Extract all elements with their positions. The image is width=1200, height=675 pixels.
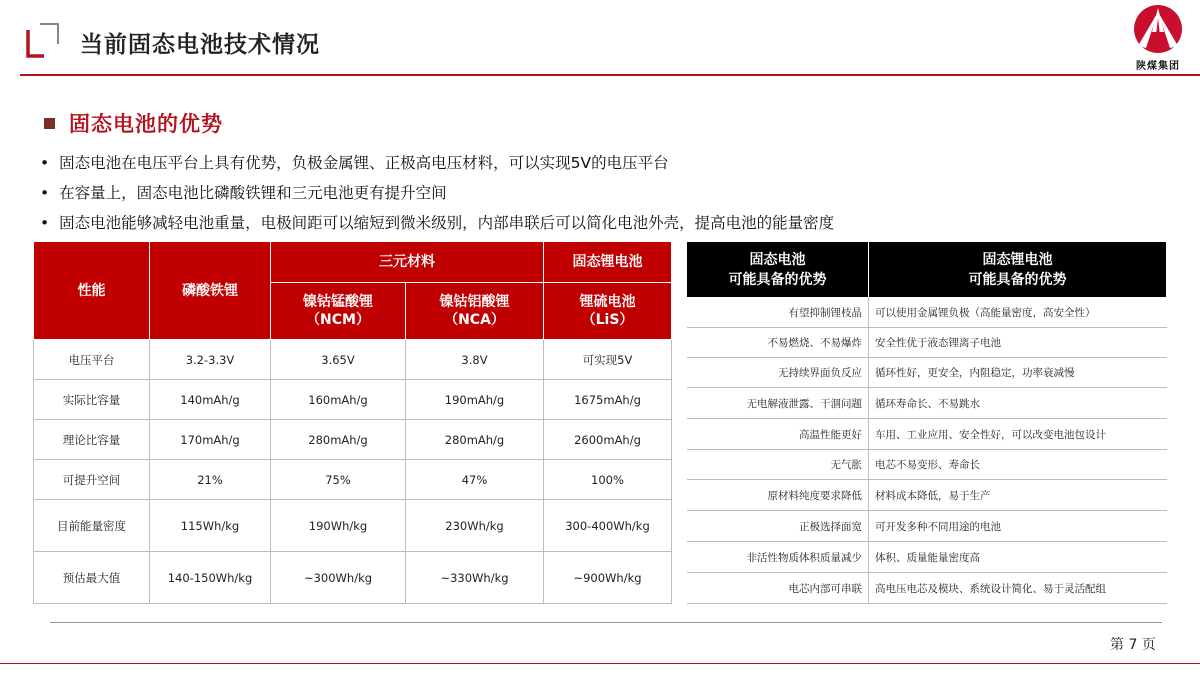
advantage-effect: 可开发多种不同用途的电池 xyxy=(869,511,1167,542)
advantage-effect: 循环性好，更安全，内阻稳定，功率衰减慢 xyxy=(869,358,1167,388)
advantage-cause: 电芯内部可串联 xyxy=(687,573,869,604)
table-cell: 160mAh/g xyxy=(271,380,406,420)
logo-emblem-icon xyxy=(1128,2,1188,58)
header-divider xyxy=(20,74,1200,76)
advantage-effect: 电芯不易变形、寿命长 xyxy=(869,450,1167,480)
row-label: 电压平台 xyxy=(34,340,150,380)
table-cell: 3.8V xyxy=(406,340,544,380)
bullet-item: • 固态电池能够减轻电池重量，电极间距可以缩短到微米级别，内部串联后可以简化电池外壳，提高电池的能量密度 xyxy=(40,208,834,238)
table-cell: 75% xyxy=(271,460,406,500)
section-title xyxy=(44,108,223,138)
advantage-cause: 有望抑制锂枝晶 xyxy=(687,298,869,328)
table-row xyxy=(687,328,1167,358)
advantage-cause: 非活性物质体积质量减少 xyxy=(687,542,869,573)
table-cell: ~300Wh/kg xyxy=(271,552,406,604)
header-right-line1: 固态锂电池 xyxy=(982,251,1053,268)
table-row xyxy=(687,419,1167,450)
advantage-effect: 车用、工业应用、安全性好，可以改变电池包设计 xyxy=(869,419,1167,450)
header-solid-state: 固态锂电池 xyxy=(544,242,672,283)
lis-name: 锂硫电池 xyxy=(579,294,636,310)
table-cell: 170mAh/g xyxy=(150,420,271,460)
table-cell: 47% xyxy=(406,460,544,500)
ncm-name: 镍钴锰酸锂 xyxy=(303,294,373,310)
table-row xyxy=(687,511,1167,542)
table-cell: 280mAh/g xyxy=(406,420,544,460)
table-row xyxy=(687,542,1167,573)
square-bullet-icon xyxy=(44,118,55,129)
table-row xyxy=(34,500,672,552)
table-row xyxy=(687,480,1167,511)
advantage-effect: 高电压电芯及模块、系统设计简化、易于灵活配组 xyxy=(869,573,1167,604)
table-cell: 100% xyxy=(544,460,672,500)
header-lfp: 磷酸铁锂 xyxy=(150,242,271,340)
table-row xyxy=(34,460,672,500)
header-ncm xyxy=(271,283,406,340)
table-row xyxy=(34,420,672,460)
nca-abbr: （NCA） xyxy=(444,312,505,328)
advantage-cause: 正极选择面宽 xyxy=(687,511,869,542)
row-label: 实际比容量 xyxy=(34,380,150,420)
solid-state-advantages-table xyxy=(686,241,1167,604)
table-cell: 190mAh/g xyxy=(406,380,544,420)
ncm-abbr: （NCM） xyxy=(306,312,370,328)
advantage-cause: 无气胀 xyxy=(687,450,869,480)
advantage-effect: 循环寿命长、不易跳水 xyxy=(869,388,1167,419)
table-row xyxy=(687,450,1167,480)
advantage-cause: 无电解液泄露、干涸问题 xyxy=(687,388,869,419)
table-cell: 1675mAh/g xyxy=(544,380,672,420)
advantage-effect: 安全性优于液态锂离子电池 xyxy=(869,328,1167,358)
table-cell: 3.65V xyxy=(271,340,406,380)
advantage-cause: 原材料纯度要求降低 xyxy=(687,480,869,511)
table-row xyxy=(34,552,672,604)
table-cell: 230Wh/kg xyxy=(406,500,544,552)
row-label: 目前能量密度 xyxy=(34,500,150,552)
nca-name: 镍钴铝酸锂 xyxy=(439,294,510,310)
advantage-effect: 材料成本降低，易于生产 xyxy=(869,480,1167,511)
table-cell: 2600mAh/g xyxy=(544,420,672,460)
header-nca xyxy=(406,283,544,340)
advantage-effect: 体积、质量能量密度高 xyxy=(869,542,1167,573)
footer-divider xyxy=(50,622,1162,623)
advantage-cause: 无持续界面负反应 xyxy=(687,358,869,388)
table-cell: 21% xyxy=(150,460,271,500)
table-row xyxy=(34,380,672,420)
table-cell: 3.2-3.3V xyxy=(150,340,271,380)
table-row xyxy=(34,340,672,380)
row-label: 理论比容量 xyxy=(34,420,150,460)
bottom-accent-line xyxy=(0,663,1200,664)
table-row xyxy=(687,573,1167,604)
table-row xyxy=(687,358,1167,388)
advantage-cause: 高温性能更好 xyxy=(687,419,869,450)
page-number: 第 7 页 xyxy=(1110,637,1156,653)
slide-header xyxy=(0,0,1200,78)
table-cell: 190Wh/kg xyxy=(271,500,406,552)
table-cell: 115Wh/kg xyxy=(150,500,271,552)
header-left-line1: 固态电池 xyxy=(749,251,806,268)
table-cell: 140-150Wh/kg xyxy=(150,552,271,604)
section-title-text: 固态电池的优势 xyxy=(69,112,223,136)
battery-comparison-table xyxy=(33,241,672,604)
table-cell: ~900Wh/kg xyxy=(544,552,672,604)
header-left-line2: 可能具备的优势 xyxy=(728,271,827,288)
advantage-effect: 可以使用金属锂负极（高能量密度，高安全性） xyxy=(869,298,1167,328)
table-cell: ~330Wh/kg xyxy=(406,552,544,604)
table-cell: 280mAh/g xyxy=(271,420,406,460)
table-row xyxy=(687,298,1167,328)
header-lis xyxy=(544,283,672,340)
row-label: 可提升空间 xyxy=(34,460,150,500)
table-cell: 300-400Wh/kg xyxy=(544,500,672,552)
header-property: 性能 xyxy=(34,242,150,340)
logo-text: 陕煤集团 xyxy=(1136,61,1180,72)
bullet-list xyxy=(40,148,834,238)
header-solid-battery xyxy=(687,242,869,298)
lis-abbr: （LiS） xyxy=(581,312,634,328)
table-cell: 140mAh/g xyxy=(150,380,271,420)
bullet-item: • 固态电池在电压平台上具有优势，负极金属锂、正极高电压材料，可以实现5V的电压平台 xyxy=(40,148,834,178)
bullet-item: • 在容量上，固态电池比磷酸铁锂和三元电池更有提升空间 xyxy=(40,178,834,208)
table-cell: 可实现5V xyxy=(544,340,672,380)
header-ternary: 三元材料 xyxy=(271,242,544,283)
table-row xyxy=(687,388,1167,419)
header-right-line2: 可能具备的优势 xyxy=(968,271,1067,288)
advantage-cause: 不易燃烧、不易爆炸 xyxy=(687,328,869,358)
row-label: 预估最大值 xyxy=(34,552,150,604)
header-solid-lithium xyxy=(869,242,1167,298)
company-logo xyxy=(1128,2,1188,72)
corner-bracket-icon xyxy=(26,22,60,58)
page-title: 当前固态电池技术情况 xyxy=(80,32,320,58)
